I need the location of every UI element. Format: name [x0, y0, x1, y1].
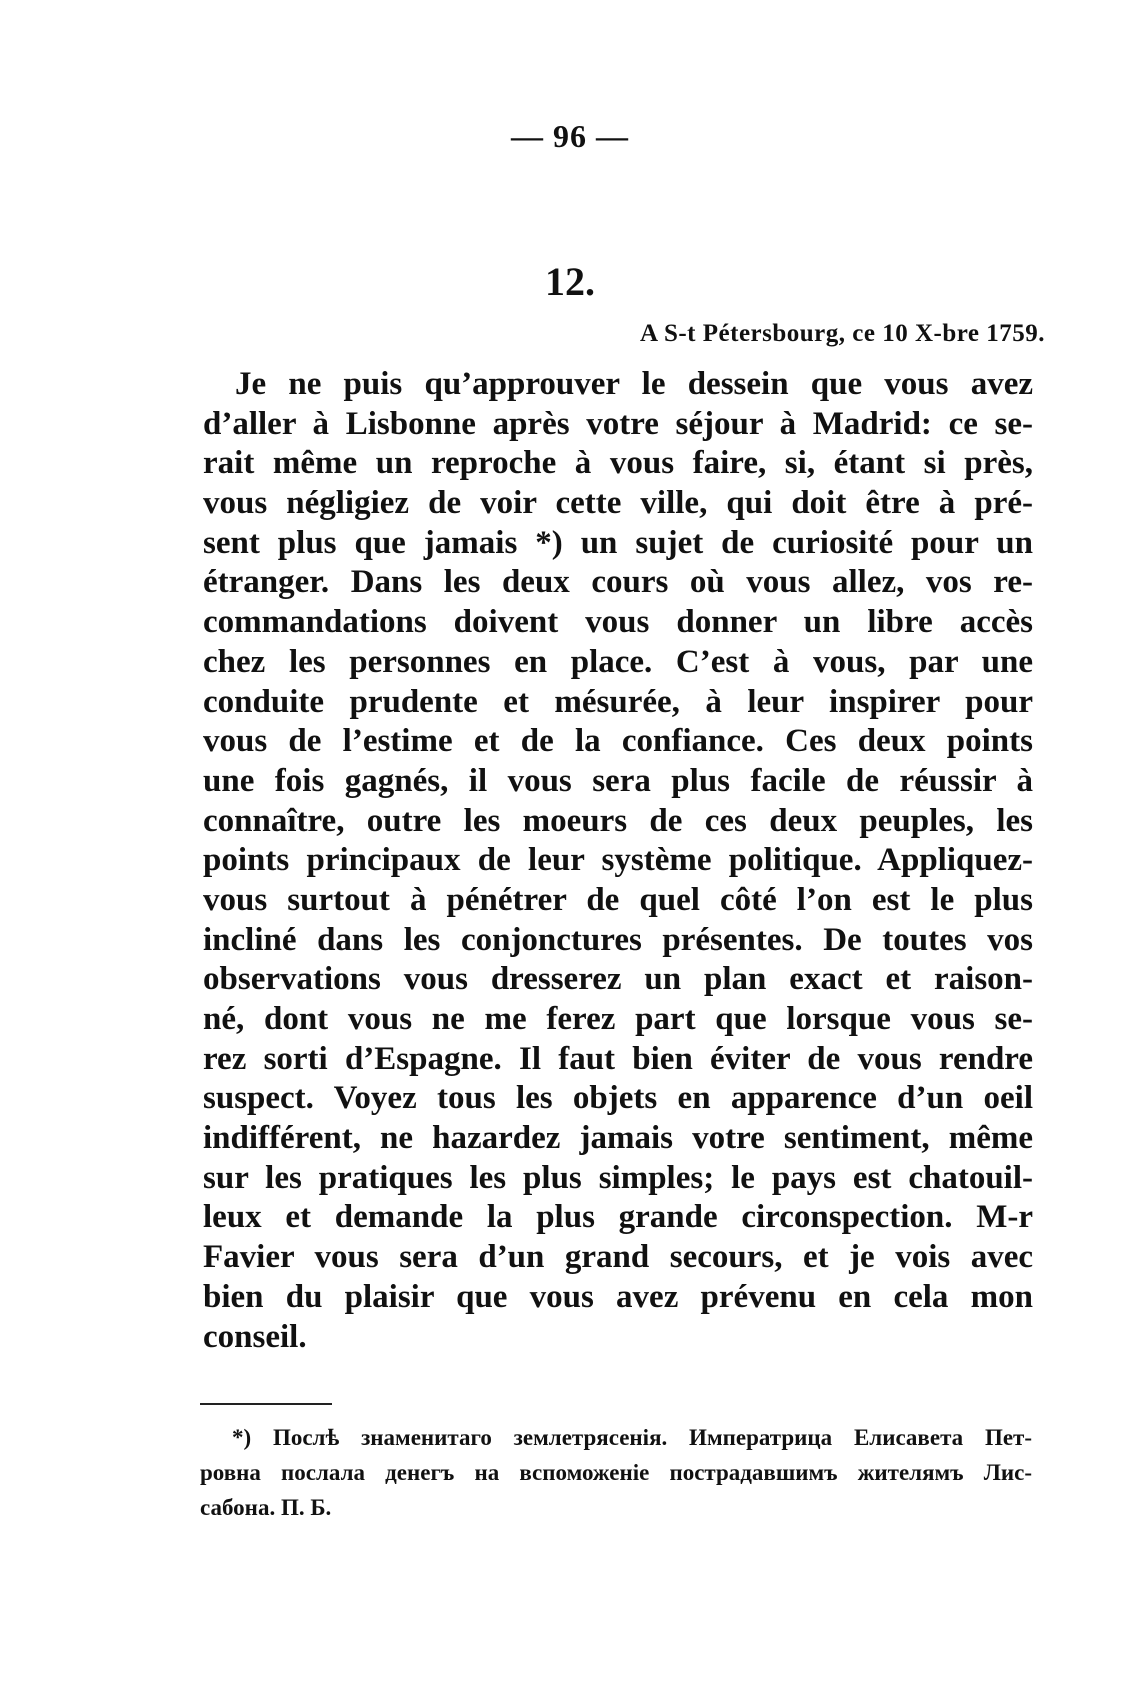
body-line: indifférent, ne hazardez jamais votre sentiment, même	[203, 1120, 1033, 1157]
body-line: sur les pratiques les plus simples; le pays est chatouil-	[203, 1159, 1033, 1196]
body-line: d’aller à Lisbonne après votre séjour à Madrid: ce se-	[203, 405, 1033, 442]
body-line: bien du plaisir que vous avez prévenu en cela mon	[203, 1278, 1033, 1315]
footnote-line: *) Послѣ знаменитаго землетрясенія. Императрица Елисавета Пет-	[232, 1425, 1032, 1450]
body-line: rez sorti d’Espagne. Il faut bien éviter de vous rendre	[203, 1040, 1033, 1077]
body-line: conduite prudente et mésurée, à leur inspirer pour	[203, 683, 1033, 720]
body-line: étranger. Dans les deux cours où vous allez, vos re-	[203, 564, 1033, 601]
body-line: vous surtout à pénétrer de quel côté l’on est le plus	[203, 881, 1033, 918]
letter-body	[203, 365, 1033, 1357]
footnote	[200, 1420, 1032, 1525]
body-line: Je ne puis qu’approuver le dessein que vous avez	[235, 366, 1033, 402]
body-line: conseil.	[203, 1318, 307, 1355]
body-line: chez les personnes en place. C’est à vous, par une	[203, 643, 1033, 680]
page-number: — 96 —	[511, 118, 629, 154]
body-line: observations vous dresserez un plan exact et raison-	[203, 961, 1033, 998]
body-line: connaître, outre les moeurs de ces deux peuples, les	[203, 802, 1033, 839]
footnote-line: ровна послала денегъ на вспоможеніе пострадавшимъ жителямъ Лис-	[200, 1460, 1032, 1485]
body-line: suspect. Voyez tous les objets en apparence d’un oeil	[203, 1080, 1033, 1117]
dateline: A S-t Pétersbourg, ce 10 X-bre 1759.	[640, 320, 1045, 347]
body-line: sent plus que jamais *) un sujet de curiosité pour un	[203, 524, 1033, 561]
footnote-divider	[200, 1403, 332, 1405]
body-line: points principaux de leur système politique. Appliquez-	[203, 842, 1033, 879]
body-line: rait même un reproche à vous faire, si, étant si près,	[203, 445, 1033, 482]
body-line: commandations doivent vous donner un libre accès	[203, 604, 1033, 641]
body-line: vous de l’estime et de la confiance. Ces deux points	[203, 723, 1033, 760]
body-line: Favier vous sera d’un grand secours, et je vois avec	[203, 1239, 1033, 1276]
body-line: une fois gagnés, il vous sera plus facile de réussir à	[203, 762, 1033, 799]
body-line: leux et demande la plus grande circonspection. M-r	[203, 1199, 1033, 1236]
body-line: vous négligiez de voir cette ville, qui doit être à pré-	[203, 485, 1033, 522]
footnote-line: сабона. П. Б.	[200, 1495, 332, 1520]
body-line: incliné dans les conjonctures présentes. De toutes vos	[203, 921, 1033, 958]
letter-number: 12.	[545, 259, 595, 304]
body-line: né, dont vous ne me ferez part que lorsque vous se-	[203, 1001, 1033, 1037]
